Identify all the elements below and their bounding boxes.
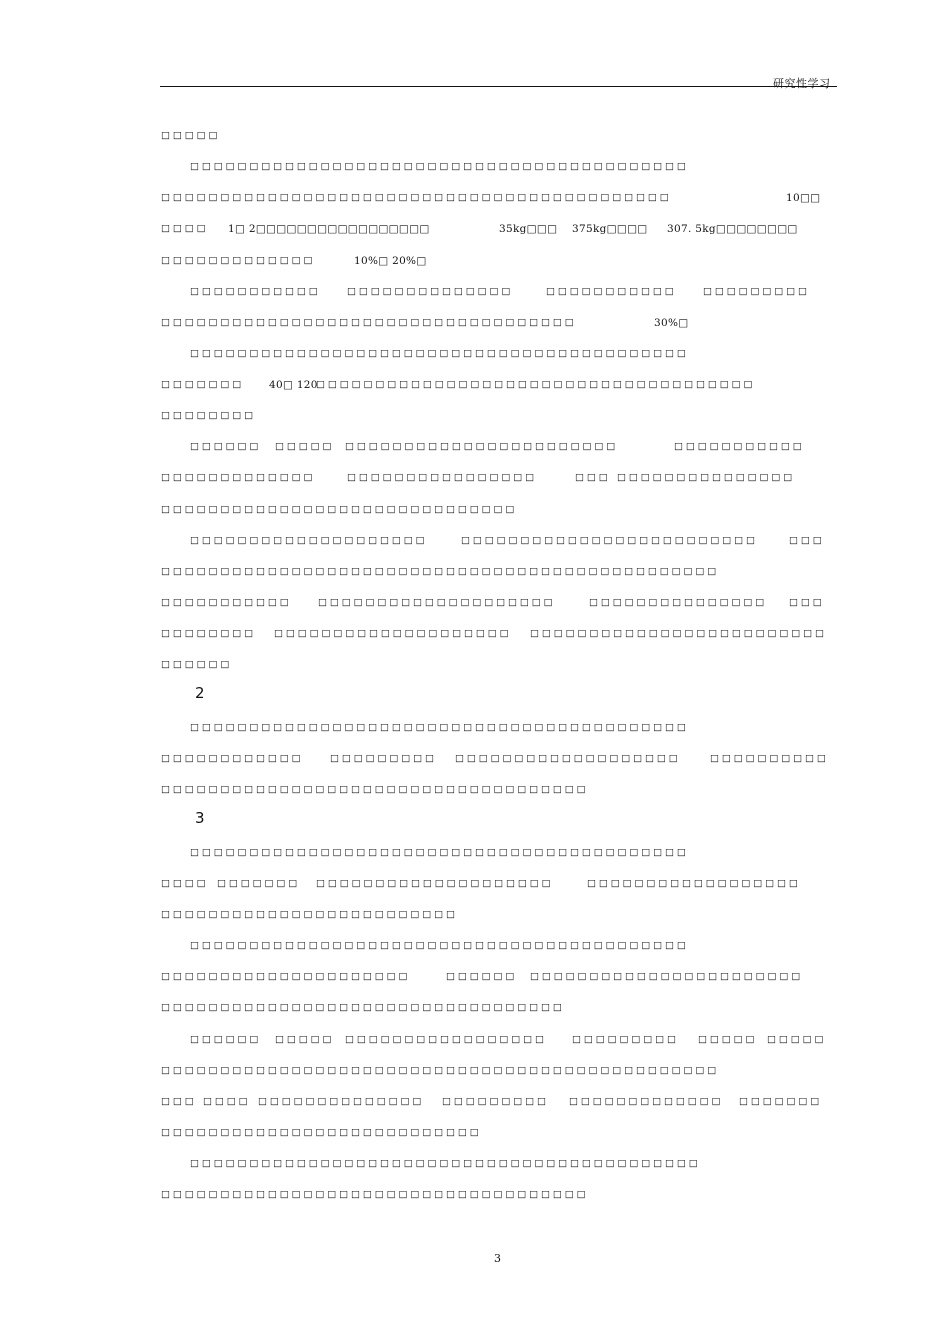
text-segment: □□□□□□□□□□□□□□□□□□□□□□□□□□□□□□□□□□□□□□□□□□ [190,940,689,951]
text-line [0,783,950,797]
text-line [0,752,950,766]
text-line [0,721,950,735]
text-line [0,1126,950,1140]
text-segment: □□□□□□□□□□□□□□□□□□□□ [318,597,556,608]
text-segment: □□□□□□□□□□□□□□□□□□□□□□□□□□□□□□□□□□□□□□□□□□□ [190,1158,701,1169]
text-segment: □□□□□□□□□□□□□□□□□□□□ [316,878,554,889]
text-segment: □□□□□□□□□□□ [161,597,292,608]
text-segment: □□□□□□□□□□□ [190,286,321,297]
text-line [0,658,950,672]
text-line [0,1095,950,1109]
text-segment: 35kg□□□ [499,223,558,235]
text-segment: □□□□□□□□□□□□□ [161,255,316,266]
text-segment: □□□□□□□□□□□□□□ [347,286,514,297]
text-segment: □□□□□□□ [739,1096,823,1107]
text-segment: □□□□□□□□□□□□□□□ [589,597,768,608]
text-segment: □□□□□□□□□□□□□□□□□□□□□□□□□ [530,628,827,639]
text-segment: □□□ [789,535,825,546]
text-line [0,908,950,922]
text-segment: □□□□□□□ [161,379,245,390]
text-line [0,378,950,392]
text-segment: □□□□□□□□□□□□□□□□□□□□□□□□□ [461,535,758,546]
text-segment: 10%□ 20%□ [354,255,427,267]
text-line [0,939,950,953]
text-segment: □□□□□□□□□□ [710,753,829,764]
text-segment: 30%□ [654,317,689,329]
text-segment: □□□□ [161,223,209,234]
text-segment: □□□□□□□□□□□□□□□□□□□□□□□□□□□□□□□□□□□□□□□□□□ [190,722,689,733]
text-segment: □□□□□□□□□□□□□□□□□□□□□□□ [530,971,804,982]
text-segment: □□□□□□□□□□□□□□□□□□□□□□□□□□□ [161,1127,482,1138]
text-segment: □□□□□□ [190,1034,262,1045]
text-line [0,285,950,299]
section-number: 2 [195,684,205,702]
page-number: 3 [494,1252,501,1265]
text-segment: □□□□□□□□□□□□□□□□□□□□□□□□□□□□□□□□□□□ [161,317,577,328]
text-segment: 375kg□□□□ [572,223,648,235]
text-line [0,1064,950,1078]
header-rule [160,86,837,87]
text-segment: □□□□□□□□□□□□□□□□□□□ [455,753,681,764]
text-line [0,970,950,984]
section-number: 3 [195,809,205,827]
text-segment: □□□□□□□□□□□□□□□□□□□□□□□ [345,441,619,452]
text-segment: □□□□ [203,1096,251,1107]
text-segment: □□□□□□□□□ [330,753,437,764]
text-line [0,471,950,485]
text-segment: □□□□□□□□□□□□□□□□□□□□□□□□□□□□□□□□□□□□□ [316,379,756,390]
text-segment: □□□□□□□□□□□ [674,441,805,452]
text-segment: □□□□□□□ [217,878,301,889]
text-segment: □□□□□ [275,1034,335,1045]
text-segment: □□□□□□□□□□□□□□□□□□□□ [274,628,512,639]
text-segment: □□□□□□□□□□□ [546,286,677,297]
text-line [0,534,950,548]
text-segment: □□□□□□□□□□□□□□□□□□□□□□□□□□□□□□□□□□□□ [161,784,589,795]
text-segment: □□□□□ [767,1034,827,1045]
text-segment: □□□□□□□□□□□□□□□□□□□□□□□□□□□□□□□□□□□□□□□□□□□□□□□ [161,1065,720,1076]
text-segment: □□□□□□□□□□□□□□□□□□ [587,878,801,889]
text-line [0,503,950,517]
text-segment: □□□□□ [275,441,335,452]
text-segment: 40□ 120 [269,379,318,391]
text-line [0,627,950,641]
text-segment: □□□□□□ [446,971,518,982]
text-segment: □□□□□□□□ [161,410,257,421]
text-segment: □□□□□□□□□□□□□□□□□□□□□□□□□□□□□□□□□□□□□□□□□□□□□□□ [161,566,720,577]
text-line [0,565,950,579]
text-segment: □□□□□□□□□□□□□□ [258,1096,425,1107]
text-segment: □□□□□ [698,1034,758,1045]
text-line [0,440,950,454]
text-segment: 307. 5kg□□□□□□□□ [667,223,798,235]
text-segment: □□□□□□□□□□□□□ [161,472,316,483]
text-line [0,877,950,891]
text-segment: □□□□□□□□□□□□□□□□□□□□ [190,535,428,546]
text-line [0,316,950,330]
text-segment: □□□□□□□□□□□□□□□□□□□□□□□□□□□□□□□□□□□□□□□□□□ [190,847,689,858]
text-segment: □□□□□□□□□□□□□□□□□□□□□□□□□□□□□□□□□□□□□□□□□□□ [161,192,672,203]
text-segment: 10□□ [786,192,821,204]
text-segment: □□□ [161,1096,197,1107]
text-line [0,409,950,423]
text-segment: □□□□□□ [161,659,233,670]
text-line [0,254,950,268]
text-segment: □□□□□□□□□□□□□□□ [617,472,796,483]
text-segment: □□□□□□□□□□□□□□□□□□□□□□□□□□□□□□□□□□□□ [161,1189,589,1200]
text-segment: □□□ [789,597,825,608]
text-segment: □□□□□□□□ [161,628,257,639]
text-segment: □□□□□□□□□ [442,1096,549,1107]
text-segment: □□□□□□□□□□□□□□□□□□□□□□□□□□□□□□ [161,504,518,515]
running-header: 研究性学习 [773,77,831,90]
text-segment: □□□□□□□□□□□□□□□□□□□□□ [161,971,411,982]
text-line [0,846,950,860]
text-segment: □□□□□□□□□ [703,286,810,297]
text-line [0,191,950,205]
text-line [0,347,950,361]
text-segment: 1□ 2□□□□□□□□□□□□□□□□□ [228,223,430,235]
text-segment: □□□□□□□□□ [572,1034,679,1045]
text-segment: □□□□□□□□□□□□□□□□□ [345,1034,547,1045]
text-line [0,1001,950,1015]
text-segment: □□□□□□□□□□□□ [161,753,304,764]
text-line [0,1157,950,1171]
text-segment: □□□□□ [161,130,221,141]
text-line [0,129,950,143]
text-line [0,596,950,610]
text-segment: □□□ [575,472,611,483]
text-segment: □□□□□□□□□□□□□□□□□□□□□□□□□□□□□□□□□□□□□□□□□□ [190,161,689,172]
text-segment: □□□□□□□□□□□□□□□□□□□□□□□□□□□□□□□□□□□□□□□□□□ [190,348,689,359]
text-segment: □□□□□□□□□□□□□□□□ [347,472,538,483]
text-segment: □□□□ [161,878,209,889]
text-segment: □□□□□□□□□□□□□ [569,1096,724,1107]
text-segment: □□□□□□ [190,441,262,452]
text-segment: □□□□□□□□□□□□□□□□□□□□□□□□□ [161,909,458,920]
text-line [0,1033,950,1047]
text-line [0,160,950,174]
text-segment: □□□□□□□□□□□□□□□□□□□□□□□□□□□□□□□□□□ [161,1002,565,1013]
text-line [0,1188,950,1202]
text-line [0,222,950,236]
